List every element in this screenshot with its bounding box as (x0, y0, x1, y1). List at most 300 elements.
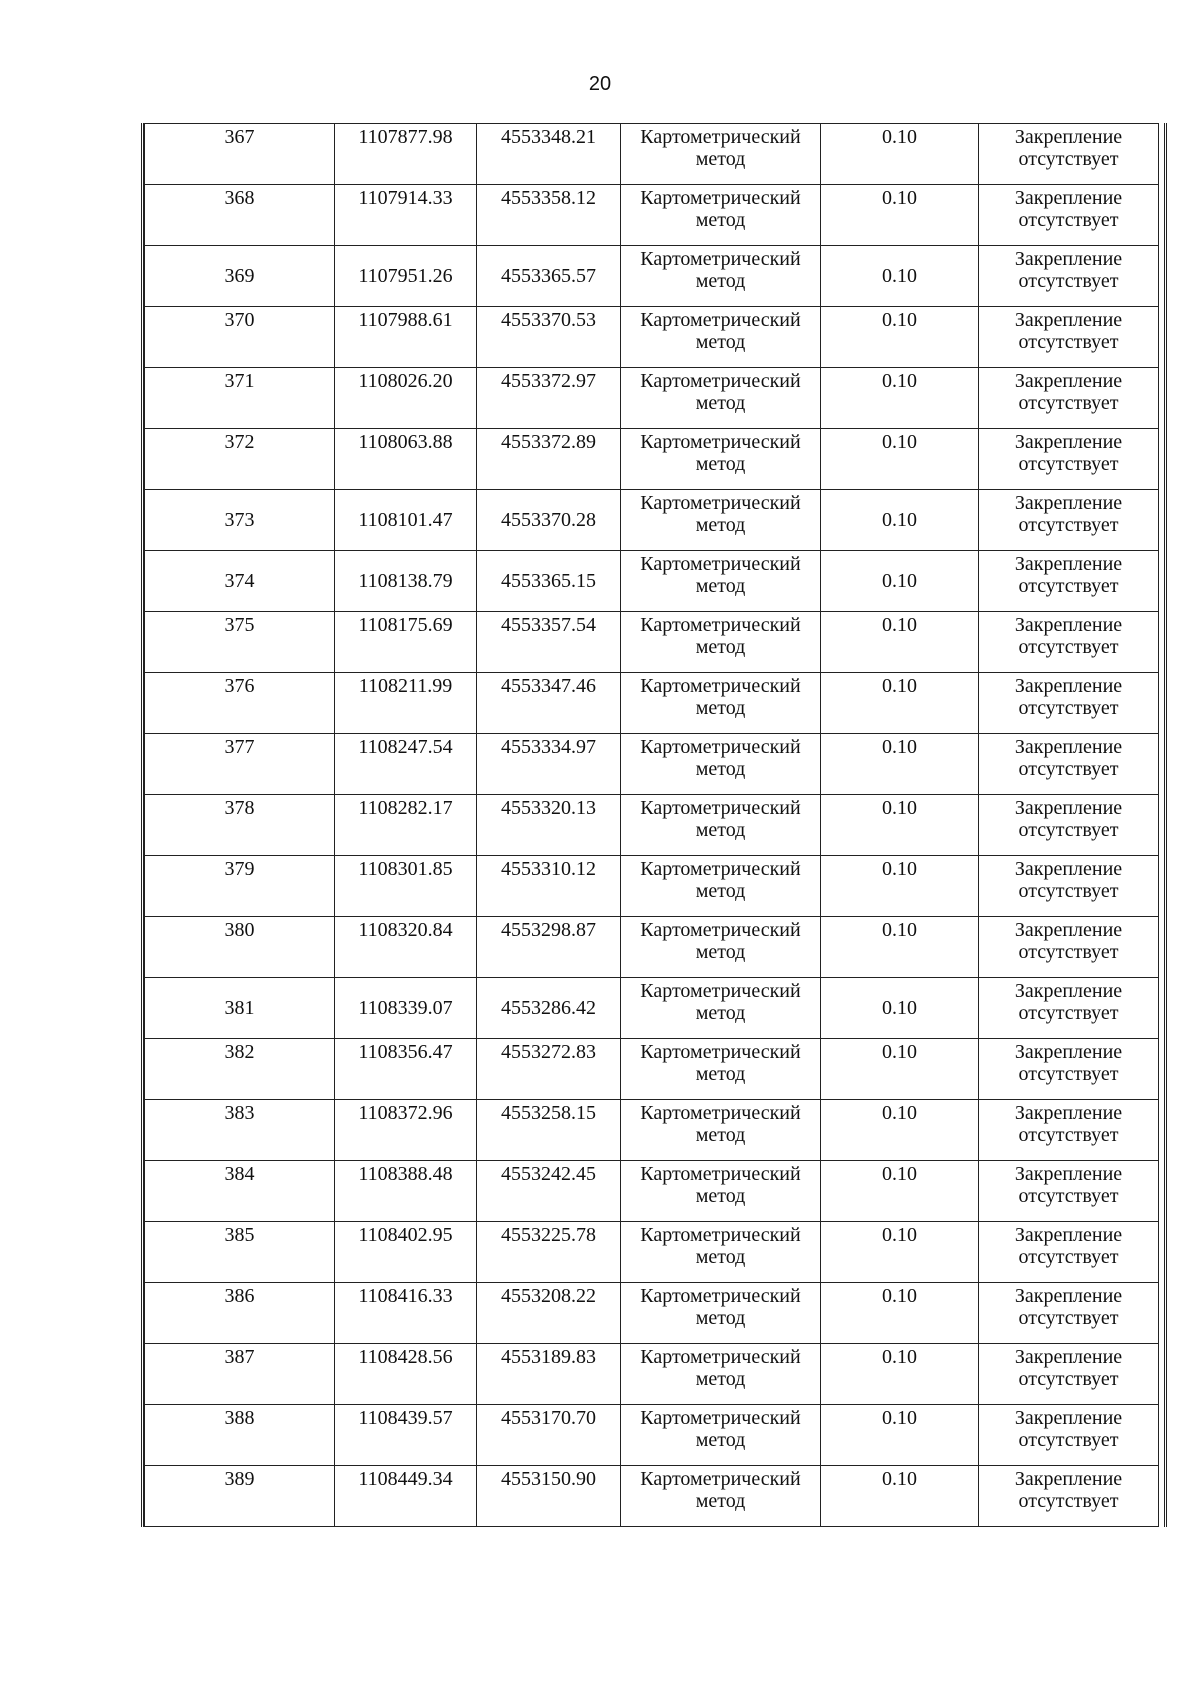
precision-text: 0.10 (882, 675, 917, 697)
method-line1: Картометрический (640, 919, 801, 941)
method-cell (621, 978, 821, 1039)
x-coordinate-text: 1108428.56 (358, 1346, 453, 1368)
point-number-text: 370 (224, 309, 255, 331)
fixing-line1: Закрепление (1014, 858, 1123, 880)
precision-cell (821, 795, 979, 856)
fixing-line2: отсутствует (1018, 1002, 1119, 1024)
table-row (145, 856, 1159, 917)
fixing-line2: отсутствует (1018, 453, 1119, 475)
precision-cell (821, 1222, 979, 1283)
precision-text: 0.10 (882, 997, 917, 1019)
precision-cell (821, 1283, 979, 1344)
fixing-line2: отсутствует (1018, 1124, 1119, 1146)
y-coordinate-cell (477, 368, 621, 429)
y-coordinate-text: 4553258.15 (501, 1102, 596, 1124)
point-number-cell (145, 612, 335, 673)
y-coordinate-cell (477, 1405, 621, 1466)
y-coordinate-cell (477, 734, 621, 795)
y-coordinate-cell (477, 490, 621, 551)
method-cell (621, 1405, 821, 1466)
point-number-cell (145, 1161, 335, 1222)
method-line1: Картометрический (640, 1224, 801, 1246)
fixing-cell (979, 978, 1159, 1039)
table-row (145, 1161, 1159, 1222)
precision-cell (821, 551, 979, 612)
y-coordinate-cell (477, 978, 621, 1039)
table-row (145, 1466, 1159, 1527)
y-coordinate-cell (477, 429, 621, 490)
x-coordinate-text: 1107951.26 (358, 265, 453, 287)
y-coordinate-text: 4553150.90 (501, 1468, 596, 1490)
x-coordinate-text: 1107988.61 (358, 309, 453, 331)
precision-text: 0.10 (882, 265, 917, 287)
y-coordinate-text: 4553170.70 (501, 1407, 596, 1429)
fixing-line2: отсутствует (1018, 575, 1119, 597)
fixing-line1: Закрепление (1014, 1102, 1123, 1124)
fixing-line2: отсутствует (1018, 270, 1119, 292)
precision-text: 0.10 (882, 370, 917, 392)
point-number-text: 371 (224, 370, 255, 392)
method-cell (621, 429, 821, 490)
fixing-cell (979, 734, 1159, 795)
method-line1: Картометрический (640, 492, 801, 514)
method-line2: метод (695, 1185, 746, 1207)
y-coordinate-text: 4553372.89 (501, 431, 596, 453)
point-number-text: 386 (224, 1285, 255, 1307)
fixing-cell (979, 429, 1159, 490)
method-line1: Картометрический (640, 614, 801, 636)
fixing-cell (979, 185, 1159, 246)
y-coordinate-text: 4553370.53 (501, 309, 596, 331)
method-cell (621, 124, 821, 185)
x-coordinate-cell (335, 1466, 477, 1527)
precision-cell (821, 246, 979, 307)
method-line2: метод (695, 697, 746, 719)
precision-cell (821, 1466, 979, 1527)
fixing-line1: Закрепление (1014, 675, 1123, 697)
point-number-text: 379 (224, 858, 255, 880)
precision-cell (821, 185, 979, 246)
method-cell (621, 246, 821, 307)
y-coordinate-cell (477, 124, 621, 185)
method-line2: метод (695, 1307, 746, 1329)
point-number-cell (145, 246, 335, 307)
precision-text: 0.10 (882, 858, 917, 880)
x-coordinate-cell (335, 1161, 477, 1222)
x-coordinate-text: 1108372.96 (358, 1102, 453, 1124)
x-coordinate-cell (335, 307, 477, 368)
point-number-text: 380 (224, 919, 255, 941)
precision-text: 0.10 (882, 309, 917, 331)
y-coordinate-cell (477, 246, 621, 307)
page-number: 20 (588, 73, 612, 95)
x-coordinate-text: 1108356.47 (358, 1041, 453, 1063)
fixing-line2: отсутствует (1018, 758, 1119, 780)
method-line1: Картометрический (640, 1102, 801, 1124)
y-coordinate-cell (477, 612, 621, 673)
table-row (145, 673, 1159, 734)
method-line2: метод (695, 148, 746, 170)
y-coordinate-text: 4553372.97 (501, 370, 596, 392)
fixing-line2: отсутствует (1018, 1368, 1119, 1390)
fixing-cell (979, 1222, 1159, 1283)
method-cell (621, 673, 821, 734)
point-number-text: 382 (224, 1041, 255, 1063)
y-coordinate-text: 4553347.46 (501, 675, 596, 697)
x-coordinate-cell (335, 368, 477, 429)
method-line2: метод (695, 1246, 746, 1268)
x-coordinate-cell (335, 917, 477, 978)
fixing-line1: Закрепление (1014, 492, 1123, 514)
y-coordinate-text: 4553370.28 (501, 509, 596, 531)
precision-text: 0.10 (882, 797, 917, 819)
method-line2: метод (695, 1063, 746, 1085)
table-row (145, 734, 1159, 795)
table-row (145, 917, 1159, 978)
point-number-text: 376 (224, 675, 255, 697)
y-coordinate-cell (477, 1100, 621, 1161)
precision-cell (821, 1344, 979, 1405)
fixing-line2: отсутствует (1018, 1429, 1119, 1451)
method-cell (621, 1039, 821, 1100)
point-number-text: 373 (224, 509, 255, 531)
x-coordinate-cell (335, 429, 477, 490)
x-coordinate-cell (335, 1222, 477, 1283)
fixing-line2: отсутствует (1018, 209, 1119, 231)
precision-text: 0.10 (882, 1407, 917, 1429)
point-number-text: 378 (224, 797, 255, 819)
table-row (145, 429, 1159, 490)
fixing-line2: отсутствует (1018, 1063, 1119, 1085)
table-row (145, 490, 1159, 551)
fixing-line1: Закрепление (1014, 431, 1123, 453)
fixing-line1: Закрепление (1014, 126, 1123, 148)
fixing-cell (979, 1466, 1159, 1527)
fixing-line1: Закрепление (1014, 309, 1123, 331)
point-number-cell (145, 673, 335, 734)
precision-text: 0.10 (882, 570, 917, 592)
precision-cell (821, 490, 979, 551)
precision-text: 0.10 (882, 1224, 917, 1246)
method-line2: метод (695, 819, 746, 841)
method-line1: Картометрический (640, 553, 801, 575)
method-line2: метод (695, 636, 746, 658)
fixing-line2: отсутствует (1018, 1246, 1119, 1268)
precision-cell (821, 917, 979, 978)
y-coordinate-text: 4553310.12 (501, 858, 596, 880)
fixing-cell (979, 1283, 1159, 1344)
point-number-cell (145, 734, 335, 795)
fixing-line2: отсутствует (1018, 1185, 1119, 1207)
y-coordinate-text: 4553357.54 (501, 614, 596, 636)
fixing-cell (979, 673, 1159, 734)
fixing-line1: Закрепление (1014, 1163, 1123, 1185)
x-coordinate-cell (335, 734, 477, 795)
y-coordinate-text: 4553272.83 (501, 1041, 596, 1063)
y-coordinate-text: 4553298.87 (501, 919, 596, 941)
table-row (145, 1405, 1159, 1466)
method-line2: метод (695, 209, 746, 231)
x-coordinate-text: 1108339.07 (358, 997, 453, 1019)
method-line2: метод (695, 331, 746, 353)
point-number-cell (145, 1039, 335, 1100)
point-number-text: 374 (224, 570, 255, 592)
x-coordinate-text: 1108247.54 (358, 736, 453, 758)
x-coordinate-cell (335, 490, 477, 551)
point-number-cell (145, 1283, 335, 1344)
fixing-line1: Закрепление (1014, 370, 1123, 392)
x-coordinate-text: 1108101.47 (358, 509, 453, 531)
method-line1: Картометрический (640, 1346, 801, 1368)
point-number-text: 389 (224, 1468, 255, 1490)
x-coordinate-cell (335, 246, 477, 307)
table-row (145, 185, 1159, 246)
precision-text: 0.10 (882, 187, 917, 209)
x-coordinate-cell (335, 856, 477, 917)
fixing-line2: отсутствует (1018, 819, 1119, 841)
x-coordinate-cell (335, 978, 477, 1039)
y-coordinate-cell (477, 185, 621, 246)
fixing-line1: Закрепление (1014, 797, 1123, 819)
method-line1: Картометрический (640, 126, 801, 148)
point-number-text: 381 (224, 997, 255, 1019)
x-coordinate-text: 1108175.69 (358, 614, 453, 636)
method-line1: Картометрический (640, 431, 801, 453)
point-number-cell (145, 368, 335, 429)
y-coordinate-cell (477, 1344, 621, 1405)
x-coordinate-text: 1108449.34 (358, 1468, 453, 1490)
method-cell (621, 1283, 821, 1344)
y-coordinate-cell (477, 1161, 621, 1222)
method-line1: Картометрический (640, 1163, 801, 1185)
fixing-cell (979, 1161, 1159, 1222)
x-coordinate-text: 1108138.79 (358, 570, 453, 592)
precision-text: 0.10 (882, 1468, 917, 1490)
fixing-line2: отсутствует (1018, 331, 1119, 353)
point-number-cell (145, 124, 335, 185)
table-row (145, 551, 1159, 612)
fixing-line2: отсутствует (1018, 1307, 1119, 1329)
method-cell (621, 307, 821, 368)
method-line2: метод (695, 941, 746, 963)
fixing-cell (979, 246, 1159, 307)
method-line1: Картометрический (640, 736, 801, 758)
y-coordinate-cell (477, 856, 621, 917)
x-coordinate-text: 1107914.33 (358, 187, 453, 209)
method-line2: метод (695, 453, 746, 475)
point-number-text: 367 (224, 126, 255, 148)
method-line2: метод (695, 575, 746, 597)
table-row (145, 307, 1159, 368)
precision-cell (821, 612, 979, 673)
method-line2: метод (695, 1429, 746, 1451)
x-coordinate-text: 1107877.98 (358, 126, 453, 148)
precision-cell (821, 673, 979, 734)
method-line1: Картометрический (640, 309, 801, 331)
method-line1: Картометрический (640, 1468, 801, 1490)
precision-cell (821, 307, 979, 368)
point-number-text: 369 (224, 265, 255, 287)
table-row (145, 795, 1159, 856)
table-row (145, 1100, 1159, 1161)
fixing-line1: Закрепление (1014, 1224, 1123, 1246)
fixing-line2: отсутствует (1018, 941, 1119, 963)
y-coordinate-text: 4553348.21 (501, 126, 596, 148)
fixing-cell (979, 490, 1159, 551)
x-coordinate-text: 1108416.33 (358, 1285, 453, 1307)
fixing-cell (979, 1100, 1159, 1161)
method-cell (621, 185, 821, 246)
method-line2: метод (695, 392, 746, 414)
y-coordinate-text: 4553189.83 (501, 1346, 596, 1368)
method-line1: Картометрический (640, 187, 801, 209)
y-coordinate-text: 4553208.22 (501, 1285, 596, 1307)
precision-cell (821, 1100, 979, 1161)
x-coordinate-cell (335, 1039, 477, 1100)
fixing-line1: Закрепление (1014, 980, 1123, 1002)
x-coordinate-text: 1108439.57 (358, 1407, 453, 1429)
y-coordinate-text: 4553225.78 (501, 1224, 596, 1246)
method-cell (621, 490, 821, 551)
point-number-cell (145, 1344, 335, 1405)
method-cell (621, 1161, 821, 1222)
method-line2: метод (695, 758, 746, 780)
table-row (145, 1222, 1159, 1283)
table-row (145, 1344, 1159, 1405)
fixing-line2: отсутствует (1018, 1490, 1119, 1512)
method-cell (621, 368, 821, 429)
fixing-cell (979, 795, 1159, 856)
fixing-cell (979, 551, 1159, 612)
precision-cell (821, 368, 979, 429)
precision-cell (821, 1405, 979, 1466)
fixing-cell (979, 368, 1159, 429)
point-number-text: 384 (224, 1163, 255, 1185)
method-line2: метод (695, 1002, 746, 1024)
y-coordinate-cell (477, 1222, 621, 1283)
precision-cell (821, 1039, 979, 1100)
point-number-cell (145, 917, 335, 978)
precision-text: 0.10 (882, 431, 917, 453)
method-cell (621, 612, 821, 673)
point-number-cell (145, 795, 335, 856)
x-coordinate-text: 1108282.17 (358, 797, 453, 819)
fixing-line2: отсутствует (1018, 880, 1119, 902)
method-cell (621, 856, 821, 917)
point-number-text: 372 (224, 431, 255, 453)
method-line1: Картометрический (640, 370, 801, 392)
precision-text: 0.10 (882, 919, 917, 941)
method-line2: метод (695, 1368, 746, 1390)
fixing-line2: отсутствует (1018, 392, 1119, 414)
x-coordinate-cell (335, 673, 477, 734)
fixing-line1: Закрепление (1014, 919, 1123, 941)
method-line1: Картометрический (640, 797, 801, 819)
fixing-line1: Закрепление (1014, 248, 1123, 270)
method-cell (621, 1222, 821, 1283)
point-number-text: 383 (224, 1102, 255, 1124)
point-number-text: 377 (224, 736, 255, 758)
method-line1: Картометрический (640, 1407, 801, 1429)
precision-cell (821, 124, 979, 185)
method-cell (621, 1466, 821, 1527)
table-row (145, 246, 1159, 307)
table-row (145, 124, 1159, 185)
y-coordinate-cell (477, 1039, 621, 1100)
precision-cell (821, 734, 979, 795)
x-coordinate-cell (335, 1344, 477, 1405)
y-coordinate-cell (477, 917, 621, 978)
table-row (145, 1283, 1159, 1344)
point-number-cell (145, 1466, 335, 1527)
fixing-line2: отсутствует (1018, 636, 1119, 658)
x-coordinate-cell (335, 124, 477, 185)
x-coordinate-cell (335, 612, 477, 673)
precision-text: 0.10 (882, 126, 917, 148)
fixing-line1: Закрепление (1014, 1407, 1123, 1429)
y-coordinate-cell (477, 307, 621, 368)
precision-cell (821, 978, 979, 1039)
method-line2: метод (695, 1124, 746, 1146)
fixing-line1: Закрепление (1014, 1346, 1123, 1368)
y-coordinate-cell (477, 551, 621, 612)
y-coordinate-text: 4553334.97 (501, 736, 596, 758)
method-line1: Картометрический (640, 1041, 801, 1063)
x-coordinate-text: 1108388.48 (358, 1163, 453, 1185)
fixing-line1: Закрепление (1014, 614, 1123, 636)
x-coordinate-cell (335, 1405, 477, 1466)
method-line1: Картометрический (640, 858, 801, 880)
method-cell (621, 551, 821, 612)
point-number-cell (145, 856, 335, 917)
point-number-cell (145, 1222, 335, 1283)
point-number-cell (145, 307, 335, 368)
y-coordinate-text: 4553286.42 (501, 997, 596, 1019)
method-line1: Картометрический (640, 980, 801, 1002)
table-body (145, 124, 1159, 1527)
y-coordinate-text: 4553320.13 (501, 797, 596, 819)
fixing-cell (979, 1405, 1159, 1466)
precision-text: 0.10 (882, 1102, 917, 1124)
precision-text: 0.10 (882, 509, 917, 531)
x-coordinate-cell (335, 1100, 477, 1161)
y-coordinate-cell (477, 795, 621, 856)
y-coordinate-text: 4553358.12 (501, 187, 596, 209)
point-number-cell (145, 1405, 335, 1466)
method-line2: метод (695, 880, 746, 902)
fixing-line1: Закрепление (1014, 1468, 1123, 1490)
method-line2: метод (695, 1490, 746, 1512)
method-line1: Картометрический (640, 1285, 801, 1307)
method-cell (621, 734, 821, 795)
fixing-line2: отсутствует (1018, 514, 1119, 536)
table-row (145, 368, 1159, 429)
point-number-text: 375 (224, 614, 255, 636)
fixing-cell (979, 856, 1159, 917)
fixing-cell (979, 1344, 1159, 1405)
precision-cell (821, 856, 979, 917)
precision-cell (821, 429, 979, 490)
coordinates-table (144, 123, 1159, 1527)
y-coordinate-text: 4553242.45 (501, 1163, 596, 1185)
method-cell (621, 1100, 821, 1161)
y-coordinate-cell (477, 673, 621, 734)
fixing-line1: Закрепление (1014, 1041, 1123, 1063)
point-number-cell (145, 185, 335, 246)
fixing-cell (979, 1039, 1159, 1100)
fixing-line2: отсутствует (1018, 697, 1119, 719)
table-row (145, 1039, 1159, 1100)
